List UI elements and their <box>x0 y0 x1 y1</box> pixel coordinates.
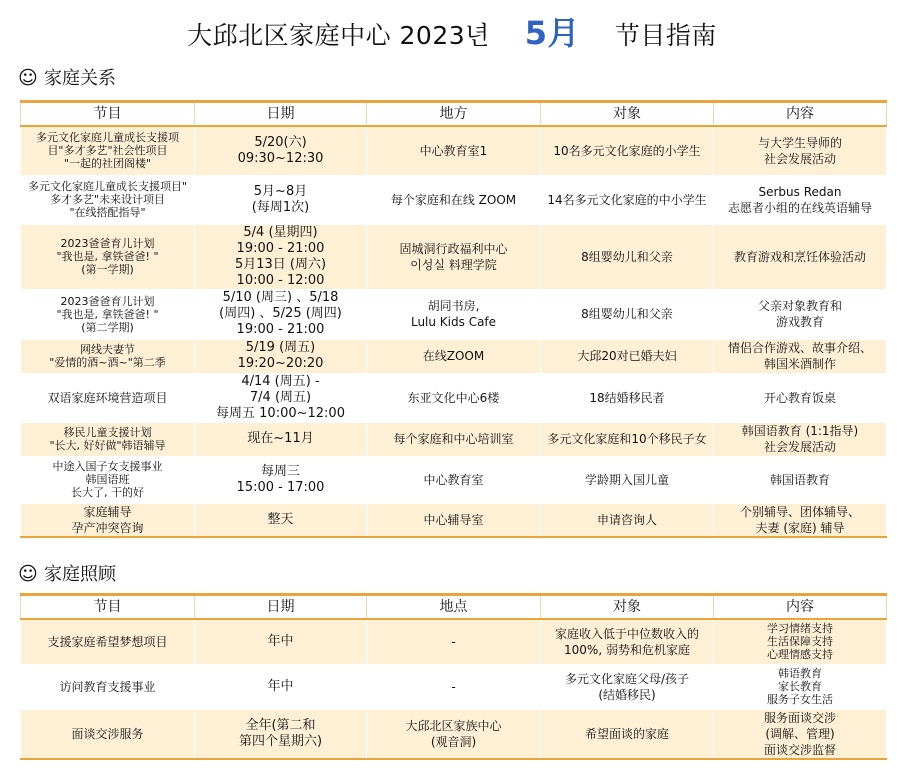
title-suffix: 节目指南 <box>614 21 717 50</box>
cell-content: 韩国语教育 <box>714 456 887 503</box>
cell-content: 教育游戏和烹饪体验活动 <box>714 224 887 289</box>
table-header-row <box>21 595 887 620</box>
table-row <box>21 175 887 224</box>
table-row <box>21 339 887 373</box>
cell-target: 大邱20对已婚夫妇 <box>541 339 714 373</box>
cell-program: 家庭辅导 孕产冲突咨询 <box>21 503 195 537</box>
cell-target: 申请咨询人 <box>541 503 714 537</box>
cell-program: 双语家庭环境营造项目 <box>21 373 195 422</box>
family-relations-table <box>20 100 887 538</box>
cell-content: Serbus Redan 志愿者小组的在线英语辅导 <box>714 175 887 224</box>
family-care-table <box>20 593 887 760</box>
cell-date: 5月~8月 (每周1次) <box>195 175 367 224</box>
section-title: 家庭关系 <box>44 68 116 89</box>
cell-place: 每个家庭和在线 ZOOM <box>367 175 541 224</box>
cell-date: 现在~11月 <box>195 422 367 456</box>
cell-date: 5/19 (周五) 19:20~20:20 <box>195 339 367 373</box>
cell-date: 全年(第二和 第四个星期六) <box>195 709 367 759</box>
page-title <box>0 8 904 54</box>
cell-content: 开心教育饭桌 <box>714 373 887 422</box>
col-header-program: 节目 <box>21 595 195 620</box>
cell-target: 8组婴幼儿和父亲 <box>541 289 714 339</box>
cell-place: 固城洞行政福利中心 이성실 料理学院 <box>367 224 541 289</box>
table-row <box>21 224 887 289</box>
table-row <box>21 709 887 759</box>
table-row <box>21 619 887 664</box>
cell-content: 情侣合作游戏、故事介绍、 韩国米酒制作 <box>714 339 887 373</box>
cell-content: 父亲对象教育和 游戏教育 <box>714 289 887 339</box>
cell-content: 与大学生导师的 社会发展活动 <box>714 126 887 175</box>
table-row <box>21 664 887 709</box>
title-month: 5 <box>524 14 548 52</box>
cell-place: 东亚文化中心6楼 <box>367 373 541 422</box>
cell-program: 移民儿童支援计划 "长大, 好好做"韩语辅导 <box>21 422 195 456</box>
cell-place: 中心教育室 <box>367 456 541 503</box>
cell-content: 学习情绪支持 生活保障支持 心理情感支持 <box>714 619 887 664</box>
cell-date: 5/20(六) 09:30~12:30 <box>195 126 367 175</box>
col-header-content: 内容 <box>714 595 887 620</box>
table-header-row <box>21 102 887 127</box>
title-month-unit: 月 <box>547 14 580 52</box>
cell-program: 中途入国子女支援事业 韩国语班 长大了, 干的好 <box>21 456 195 503</box>
cell-target: 希望面谈的家庭 <box>541 709 714 759</box>
col-header-place: 地方 <box>367 102 541 127</box>
section-heading-family-care <box>18 560 116 586</box>
smile-icon: ☺ <box>18 563 38 585</box>
section-title: 家庭照顾 <box>44 564 116 585</box>
cell-target: 学龄期入国儿童 <box>541 456 714 503</box>
cell-target: 14名多元文化家庭的中小学生 <box>541 175 714 224</box>
cell-date: 年中 <box>195 619 367 664</box>
cell-place: 中心辅导室 <box>367 503 541 537</box>
cell-place: 每个家庭和中心培训室 <box>367 422 541 456</box>
col-header-target: 对象 <box>541 102 714 127</box>
table-row <box>21 126 887 175</box>
cell-target: 10名多元文化家庭的小学生 <box>541 126 714 175</box>
cell-place: 大邱北区家族中心 (观音洞) <box>367 709 541 759</box>
cell-program: 多元文化家庭儿童成长支援项 目"多才多艺"社会性项目 "一起的社团阁楼" <box>21 126 195 175</box>
cell-program: 2023爸爸育儿计划 "我也是, 拿铁爸爸! " (第一学期) <box>21 224 195 289</box>
cell-target: 8组婴幼儿和父亲 <box>541 224 714 289</box>
table-row <box>21 456 887 503</box>
col-header-target: 对象 <box>541 595 714 620</box>
cell-content: 韩国语教育 (1:1指导) 社会发展活动 <box>714 422 887 456</box>
cell-date: 4/14 (周五) - 7/4 (周五) 每周五 10:00~12:00 <box>195 373 367 422</box>
table-row <box>21 503 887 537</box>
table-row <box>21 422 887 456</box>
title-prefix: 大邱北区家庭中心 2023년 <box>187 21 490 50</box>
section-heading-family-relations <box>18 64 116 90</box>
cell-target: 多元文化家庭和10个移民子女 <box>541 422 714 456</box>
col-header-place: 地点 <box>367 595 541 620</box>
cell-target: 家庭收入低于中位数收入的 100%, 弱势和危机家庭 <box>541 619 714 664</box>
cell-program: 网线夫妻节 "爱情的酒~酒~"第二季 <box>21 339 195 373</box>
col-header-date: 日期 <box>195 595 367 620</box>
cell-program: 支援家庭希望梦想项目 <box>21 619 195 664</box>
cell-place: 中心教育室1 <box>367 126 541 175</box>
col-header-date: 日期 <box>195 102 367 127</box>
table-row <box>21 289 887 339</box>
cell-date: 5/10 (周三) 、5/18 (周四) 、5/25 (周四) 19:00 - 21:00 <box>195 289 367 339</box>
cell-content: 服务面谈交涉 (调解、管理) 面谈交涉监督 <box>714 709 887 759</box>
table-row <box>21 373 887 422</box>
smile-icon: ☺ <box>18 67 38 89</box>
col-header-content: 内容 <box>714 102 887 127</box>
cell-program: 访问教育支援事业 <box>21 664 195 709</box>
cell-place: 胡同书房, Lulu Kids Cafe <box>367 289 541 339</box>
cell-target: 多元文化家庭父母/孩子 (结婚移民) <box>541 664 714 709</box>
cell-date: 每周三 15:00 - 17:00 <box>195 456 367 503</box>
cell-content: 韩语教育 家长教育 服务子女生活 <box>714 664 887 709</box>
cell-program: 2023爸爸育儿计划 "我也是, 拿铁爸爸! " (第二学期) <box>21 289 195 339</box>
cell-date: 整天 <box>195 503 367 537</box>
cell-target: 18结婚移民者 <box>541 373 714 422</box>
col-header-program: 节目 <box>21 102 195 127</box>
cell-place: - <box>367 619 541 664</box>
cell-program: 多元文化家庭儿童成长支援项目" 多才多艺"未来设计项目 "在线搭配指导" <box>21 175 195 224</box>
cell-date: 5/4 (星期四) 19:00 - 21:00 5月13日 (周六) 10:00 - 12:00 <box>195 224 367 289</box>
cell-date: 年中 <box>195 664 367 709</box>
cell-program: 面谈交涉服务 <box>21 709 195 759</box>
cell-content: 个别辅导、团体辅导、 夫妻 (家庭) 辅导 <box>714 503 887 537</box>
cell-place: 在线ZOOM <box>367 339 541 373</box>
cell-place: - <box>367 664 541 709</box>
